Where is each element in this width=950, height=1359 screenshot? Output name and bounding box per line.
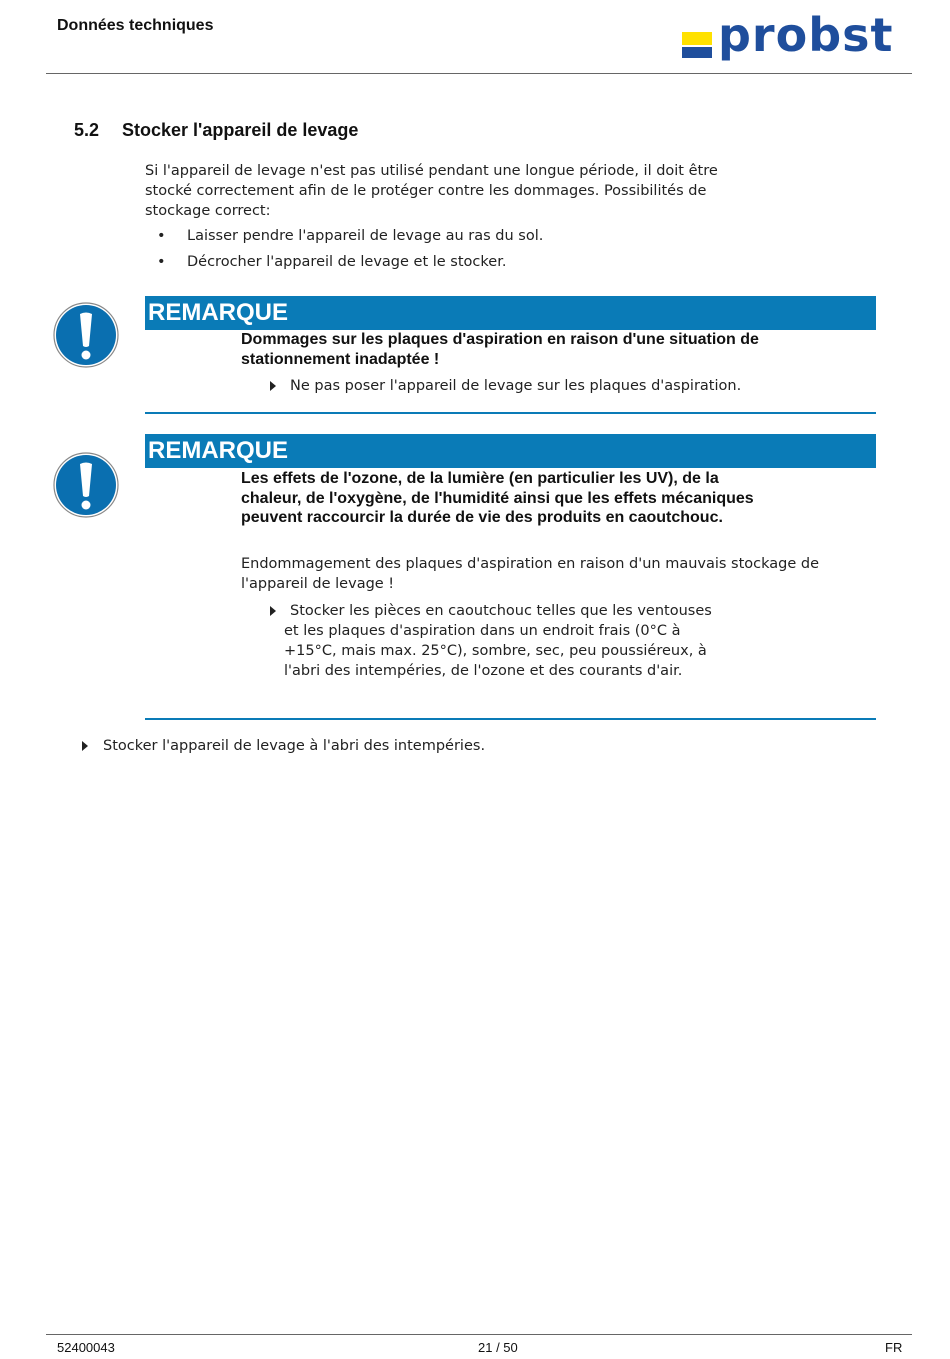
notice-action-text: Ne pas poser l'appareil de levage sur les plaques d'aspiration. <box>290 378 742 394</box>
header-divider <box>46 73 912 74</box>
header-title: Données techniques <box>57 17 214 34</box>
notice-action-text: Stocker les pièces en caoutchouc telles que les ventouses et les plaques d'aspiration dans un endroit frais (0°C à +15°C, mais max. 25°C), sombre, sec, peu poussiéreux, à l'abri des intempéries, de l'ozone et des courants d'air. <box>284 603 712 679</box>
footer-language: FR <box>885 1340 903 1355</box>
final-action-text: Stocker l'appareil de levage à l'abri des intempéries. <box>103 738 486 754</box>
storage-options-list <box>145 226 785 278</box>
notice-warning-text: Dommages sur les plaques d'aspiration en raison d'une situation de stationnement inadaptée ! <box>241 331 759 368</box>
logo-text: probst <box>718 8 894 62</box>
notice-detail-text: Endommagement des plaques d'aspiration en raison d'un mauvais stockage de l'appareil de levage ! <box>241 556 820 592</box>
triangle-right-icon <box>82 741 88 751</box>
triangle-right-icon <box>270 381 276 391</box>
list-item <box>145 252 785 278</box>
intro-paragraph: Si l'appareil de levage n'est pas utilisé pendant une longue période, il doit être stocké correctement afin de le protéger contre les dommages. Possibilités de stockage correct: <box>145 163 718 219</box>
logo-mark-blue <box>682 47 712 58</box>
exclamation-circle-icon <box>53 452 119 518</box>
notice-warning-text: Les effets de l'ozone, de la lumière (en particulier les UV), de la chaleur, de l'oxygène, de l'humidité ainsi que les effets mécaniques peuvent raccourcir la durée de vie des produits en caoutchouc. <box>241 470 754 527</box>
list-item-text: Décrocher l'appareil de levage et le stocker. <box>187 254 507 270</box>
footer-page-number: 21 / 50 <box>478 1340 518 1355</box>
final-action <box>82 736 682 756</box>
notice-label: REMARQUE <box>148 299 289 326</box>
section-heading <box>74 120 358 141</box>
notice-divider <box>145 412 876 414</box>
notice-action <box>270 376 830 396</box>
probst-logo <box>680 8 906 68</box>
section-title: Stocker l'appareil de levage <box>122 120 359 140</box>
triangle-right-icon <box>270 606 276 616</box>
footer-divider <box>46 1334 912 1335</box>
list-item <box>145 226 785 252</box>
notice-action <box>270 601 715 681</box>
bullet-dot-icon: • <box>157 228 166 244</box>
notice-header-bar <box>145 296 876 330</box>
bullet-dot-icon: • <box>157 254 166 270</box>
section-number: 5.2 <box>74 120 100 140</box>
list-item-text: Laisser pendre l'appareil de levage au ras du sol. <box>187 228 544 244</box>
logo-mark-yellow <box>682 32 712 45</box>
notice-label: REMARQUE <box>148 437 289 464</box>
footer-doc-number: 52400043 <box>57 1340 115 1355</box>
notice-divider <box>145 718 876 720</box>
exclamation-circle-icon <box>53 302 119 368</box>
notice-header-bar <box>145 434 876 468</box>
